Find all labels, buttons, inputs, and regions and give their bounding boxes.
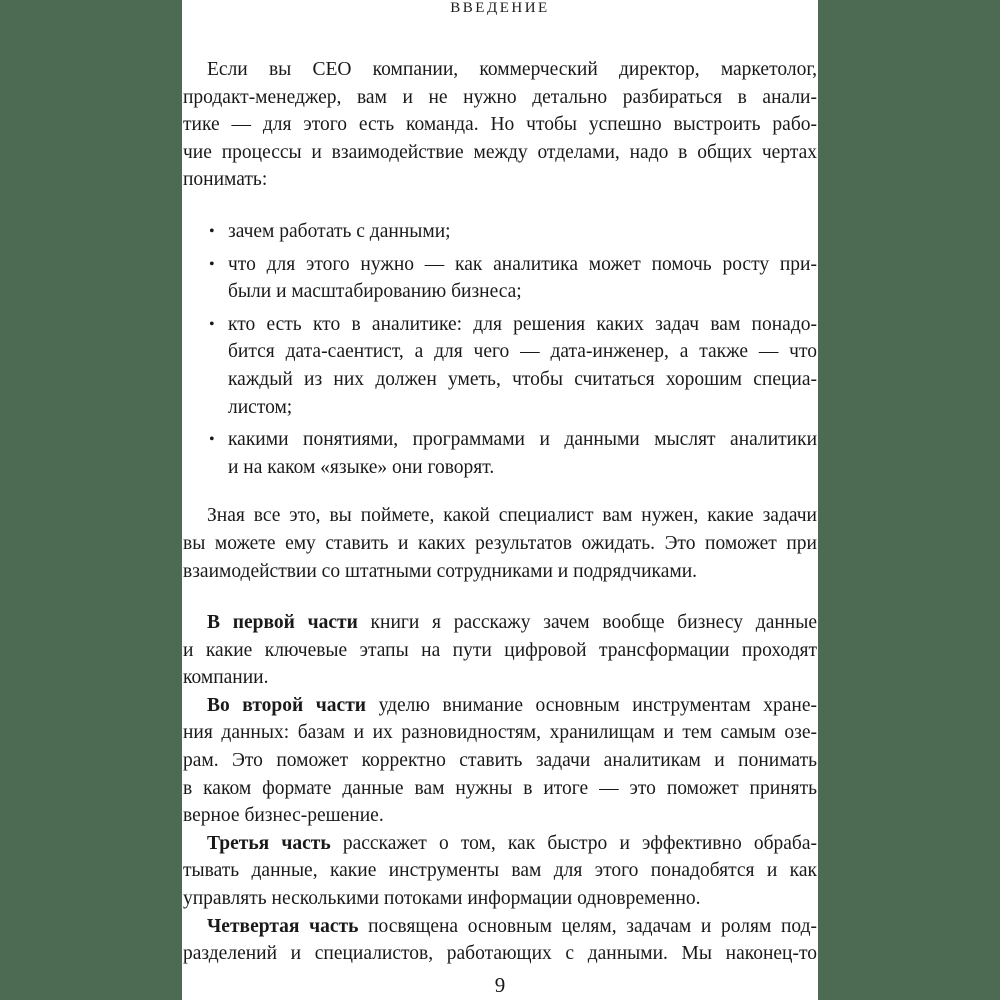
bullet-list-item <box>183 218 817 246</box>
text-line: понимать: <box>183 169 268 191</box>
text-line: В первой части книги я расскажу зачем вообще бизнесу данные <box>207 612 817 634</box>
bullet-list-item <box>183 426 817 481</box>
bullet-list-item <box>183 251 817 306</box>
bold-lead: В первой части <box>207 612 358 634</box>
text-line: вы можете ему ставить и каких результатов ожидать. Это поможет при <box>183 532 817 554</box>
text-line: что для этого нужно — как аналитика может помочь росту при- <box>228 253 817 275</box>
text-line: управлять несколькими потоками информации одновременно. <box>183 888 701 910</box>
text-line: Четвертая часть посвящена основным целям, задачам и ролям под- <box>207 915 817 937</box>
chapter-heading: ВВЕДЕНИЕ <box>450 0 550 16</box>
text-line: компании. <box>183 667 269 689</box>
text-line: бится дата-саентист, а для чего — дата-инженер, а также — что <box>228 341 817 363</box>
text-line: Зная все это, вы поймете, какой специалист вам нужен, какие задачи <box>207 505 817 527</box>
text-line: зачем работать с данными; <box>228 220 451 242</box>
text-line: Если вы CEO компании, коммерческий директор, маркетолог, <box>207 59 817 80</box>
text-line: какими понятиями, программами и данными мыслят аналитики <box>228 429 817 451</box>
text-line: были и масштабированию бизнеса; <box>228 281 522 303</box>
text-line: тывать данные, какие инструменты вам для этого понадобятся и как <box>183 860 817 882</box>
page-number: 9 <box>494 973 506 997</box>
book-page <box>182 0 818 1000</box>
text-body <box>183 16 817 968</box>
text-line: разделений и специалистов, работающих с данными. Мы наконец-то <box>183 943 817 965</box>
text-line: рам. Это поможет корректно ставить задачи аналитикам и понимать <box>183 750 817 772</box>
text-line: Третья часть расскажет о том, как быстро и эффективно обраба- <box>207 832 817 854</box>
text-line: Во второй части уделю внимание основным инструментам хране- <box>207 694 817 716</box>
bullet-icon: • <box>209 255 215 273</box>
text-line: продакт-менеджер, вам и не нужно детально разбираться в анали- <box>183 86 817 108</box>
text-line: и какие ключевые этапы на пути цифровой трансформации проходят <box>183 639 817 661</box>
paragraph <box>183 502 817 585</box>
bold-lead: Третья часть <box>207 832 331 854</box>
text-line: чие процессы и взаимодействие между отделами, надо в общих чертах <box>183 141 817 163</box>
text-line: листом; <box>228 396 293 418</box>
text-line: в каком формате данные вам нужны в итоге — это поможет принять <box>183 777 817 799</box>
text-line: кто есть кто в аналитике: для решения каких задач вам понадо- <box>228 313 817 335</box>
bullet-icon: • <box>209 315 215 333</box>
text-line: каждый из них должен уметь, чтобы считаться хорошим специа- <box>228 368 817 390</box>
bold-lead: Четвертая часть <box>207 915 359 937</box>
paragraph <box>183 609 817 692</box>
text-line: и на каком «языке» они говорят. <box>228 456 495 478</box>
bullet-icon: • <box>209 431 215 449</box>
text-line: тике — для этого есть команда. Но чтобы успешно выстроить рабо- <box>183 114 817 136</box>
text-line: ния данных: базам и их разновидностям, хранилищам и тем самым озе- <box>183 722 817 744</box>
bold-lead: Во второй части <box>207 694 367 716</box>
text-line: взаимодействии со штатными сотрудниками и подрядчиками. <box>183 560 698 582</box>
bullet-list <box>183 218 817 481</box>
bullet-list-item <box>183 311 817 421</box>
text-line: верное бизнес-решение. <box>183 805 384 827</box>
paragraph <box>183 913 817 968</box>
bullet-icon: • <box>209 222 215 240</box>
paragraph <box>183 830 817 913</box>
paragraph <box>183 692 817 830</box>
paragraph <box>183 56 817 194</box>
